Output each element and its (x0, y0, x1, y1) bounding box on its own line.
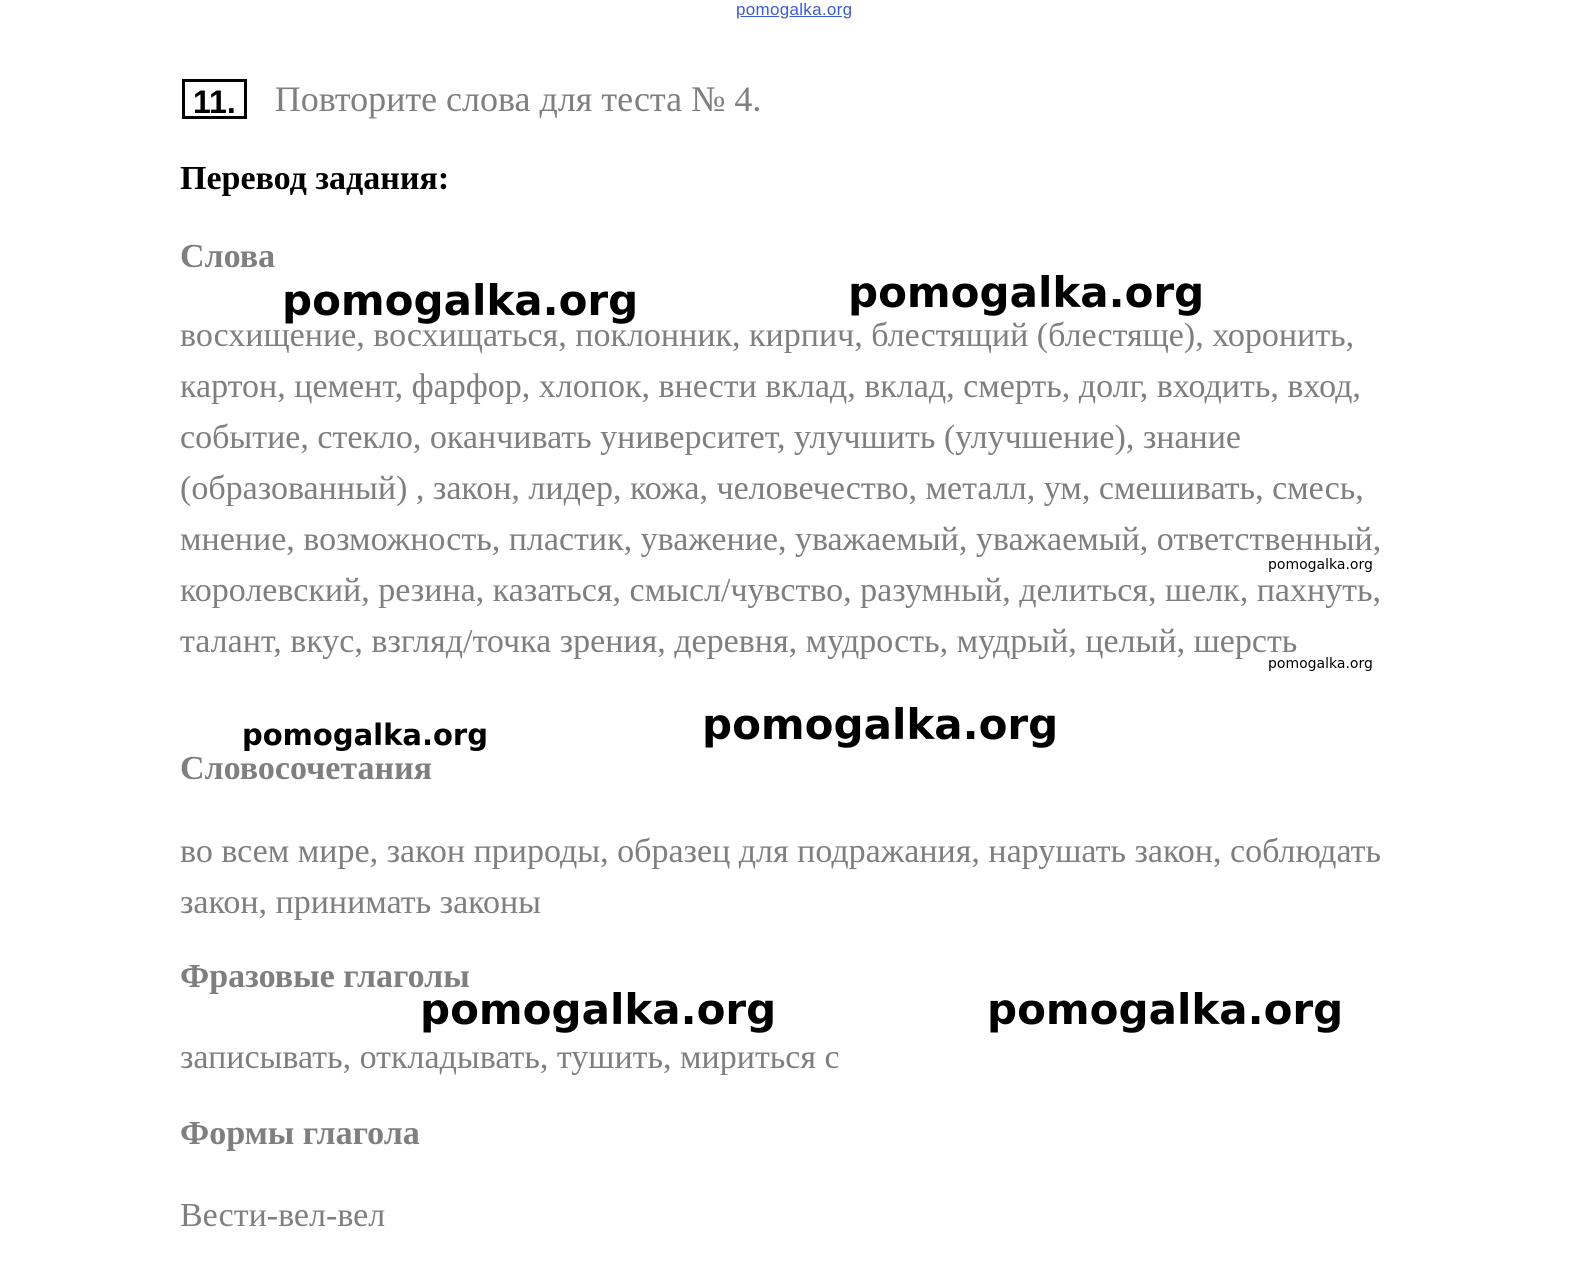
phrasal-verbs-text: записывать, откладывать, тушить, мириться с (180, 1039, 840, 1076)
task-title: Повторите слова для теста № 4. (274, 79, 762, 119)
watermark: pomogalka.org (1268, 656, 1373, 672)
task-number: 11. (182, 79, 247, 119)
words-text: восхищение, восхищаться, поклонник, кирпич, блестящий (блестяще), хоронить, картон, цемент, фарфор, хлопок, внести вклад, вклад, смерть, долг, входить, вход, событие, стекло, оканчивать университет, улучшить (улучшение), знание (образованный) , закон, лидер, кожа, человечество, металл, ум, смешивать, смесь, мнение, возможность, пластик, уважение, уважаемый, уважаемый, ответственный, королевский, резина, казаться, смысл/чувство, разумный, делиться, шелк, пахнуть, талант, вкус, взгляд/точка зрения, деревня, мудрость, мудрый, целый, шерсть (180, 317, 1382, 660)
phrases-heading: Словосочетания (180, 750, 433, 787)
watermark: pomogalka.org (420, 985, 777, 1034)
watermark: pomogalka.org (242, 718, 488, 752)
watermark: pomogalka.org (702, 700, 1059, 749)
phrasal-verbs-heading: Фразовые глаголы (180, 958, 470, 995)
watermark: pomogalka.org (1268, 557, 1373, 573)
watermark: pomogalka.org (987, 985, 1344, 1034)
verb-forms-heading: Формы глагола (180, 1115, 420, 1152)
watermark: pomogalka.org (848, 268, 1205, 317)
words-heading: Слова (180, 238, 276, 275)
phrases-text: во всем мире, закон природы, образец для подражания, нарушать закон, соблюдать закон, принимать законы (180, 833, 1382, 921)
top-site-link[interactable]: pomogalka.org (736, 0, 853, 19)
watermark: pomogalka.org (282, 276, 639, 325)
task-header (182, 78, 761, 120)
translation-title: Перевод задания: (180, 160, 450, 197)
verb-forms-text: Вести-вел-вел (180, 1197, 386, 1234)
